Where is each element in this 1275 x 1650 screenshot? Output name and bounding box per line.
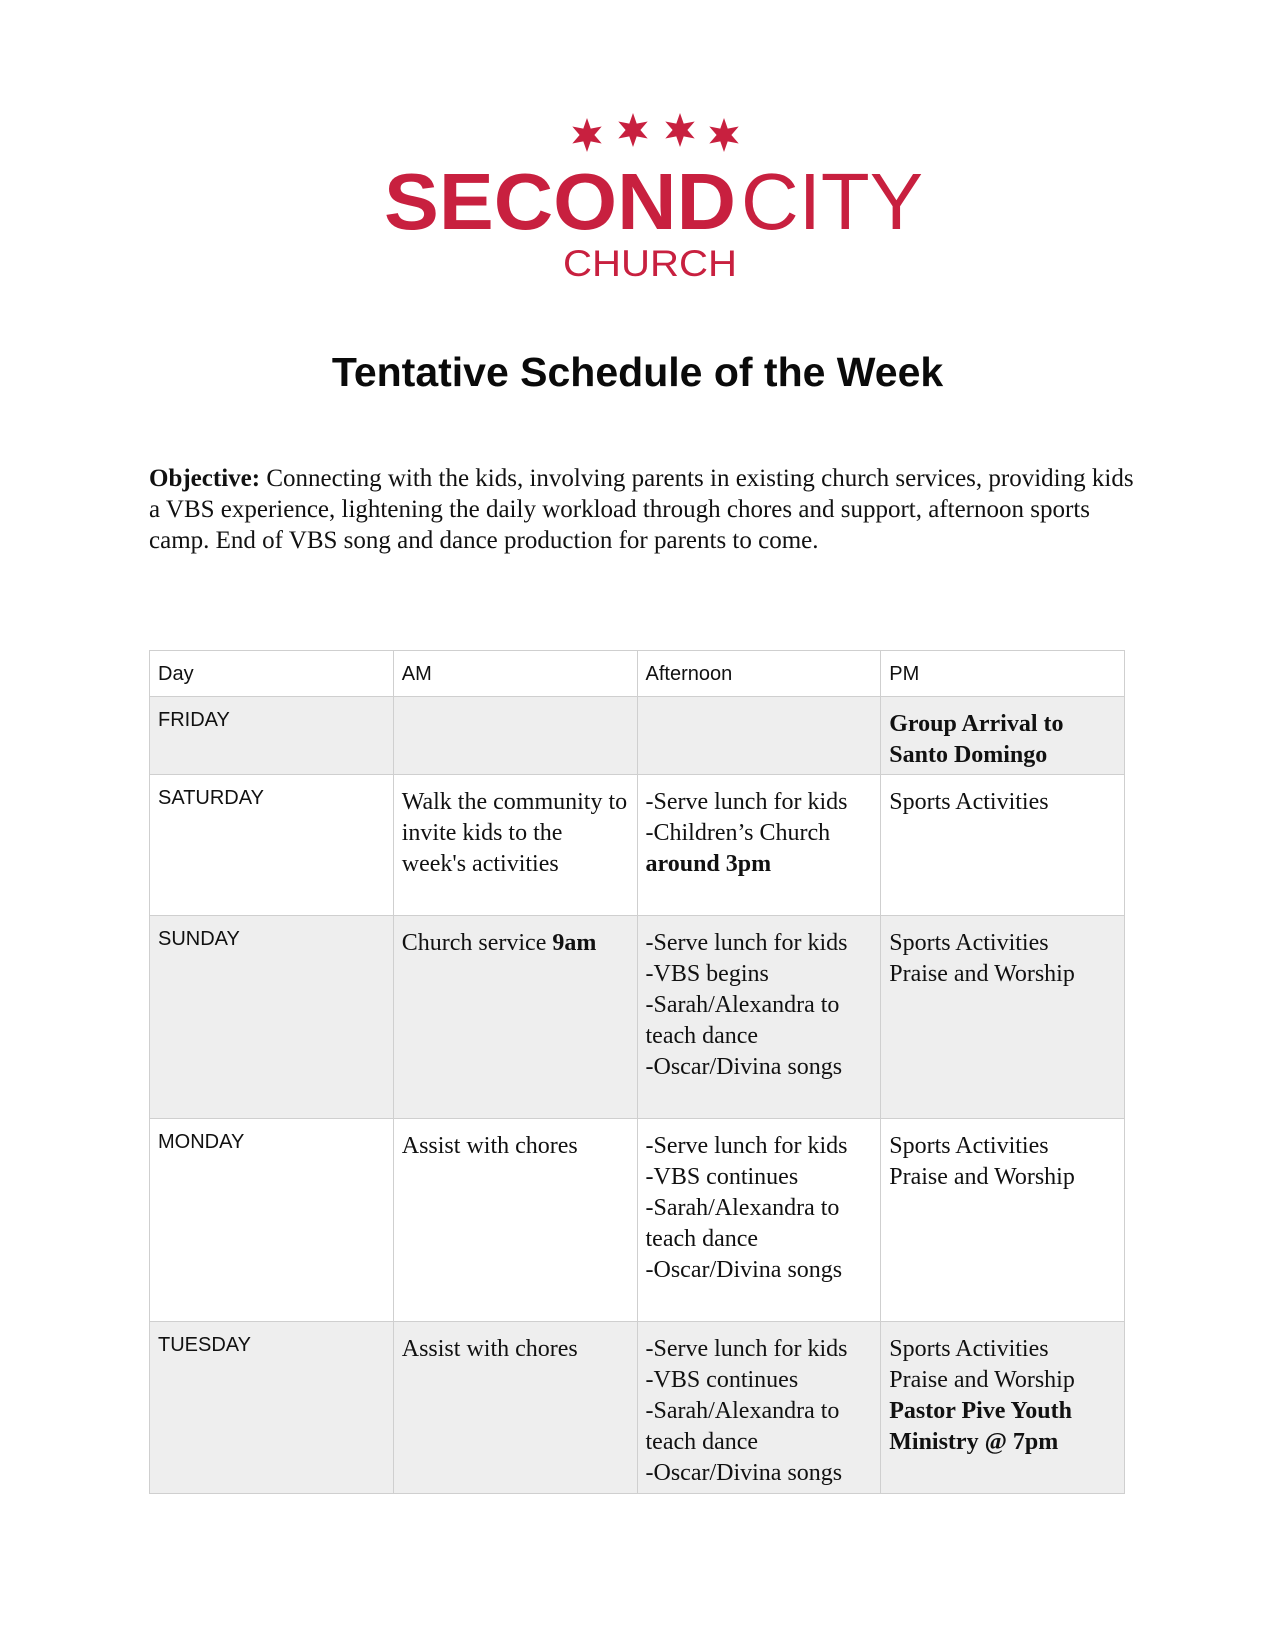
- am-line: Walk the community to invite kids to the week's activities: [401, 789, 628, 877]
- afternoon-cell: [637, 1119, 881, 1322]
- pm-line: Praise and Worship: [889, 1164, 1075, 1190]
- objective-paragraph: [149, 463, 1139, 556]
- am-cell: [393, 775, 637, 916]
- pm-line: Sports Activities: [889, 789, 1049, 815]
- table-row-saturday: [150, 775, 1125, 916]
- stars-icon: [572, 113, 738, 152]
- schedule-table: [149, 650, 1125, 1494]
- pm-line: Praise and Worship: [889, 1367, 1075, 1393]
- afternoon-line: -Oscar/Divina songs: [645, 1054, 843, 1080]
- afternoon-cell: [637, 1322, 881, 1494]
- header-day: Day: [150, 651, 394, 697]
- am-cell: [393, 916, 637, 1119]
- afternoon-line: -Sarah/Alexandra to teach dance: [645, 1195, 840, 1252]
- afternoon-line: -Oscar/Divina songs: [645, 1460, 843, 1486]
- afternoon-line: -VBS begins: [645, 961, 769, 987]
- pm-line: Group Arrival to Santo Domingo: [889, 711, 1064, 768]
- afternoon-line: -Serve lunch for kids: [645, 1133, 848, 1159]
- pm-cell: [881, 916, 1125, 1119]
- page-title: Tentative Schedule of the Week: [331, 349, 944, 395]
- afternoon-line: around 3pm: [645, 851, 772, 877]
- pm-line: Sports Activities: [889, 1336, 1049, 1362]
- table-row-monday: [150, 1119, 1125, 1322]
- afternoon-line: -Sarah/Alexandra to teach dance: [645, 992, 840, 1049]
- objective-text: Connecting with the kids, involving parents in existing church services, providing kids a VBS experience, lightening the daily workload through chores and support, afternoon sports camp. End of VBS song and dance production for parents to come.: [149, 465, 1134, 554]
- am-line: [402, 928, 629, 959]
- day-cell: SUNDAY: [150, 916, 394, 1119]
- am-line: Assist with chores: [401, 1336, 578, 1362]
- header-am: AM: [393, 651, 637, 697]
- am-cell: [393, 1119, 637, 1322]
- logo-subtitle: CHURCH: [563, 243, 737, 284]
- table-header-row: [150, 651, 1125, 697]
- pm-line: Sports Activities: [889, 1133, 1049, 1159]
- day-cell: MONDAY: [150, 1119, 394, 1322]
- afternoon-cell: [637, 697, 881, 775]
- pm-line: Pastor Pive Youth Ministry @ 7pm: [889, 1398, 1072, 1455]
- day-cell: SATURDAY: [150, 775, 394, 916]
- pm-line: Praise and Worship: [889, 961, 1075, 987]
- pm-line: Sports Activities: [889, 930, 1049, 956]
- am-line-time: 9am: [552, 930, 597, 956]
- table-row-tuesday: [150, 1322, 1125, 1494]
- logo-wordmark-light: CITY: [741, 157, 923, 246]
- afternoon-cell: [637, 916, 881, 1119]
- pm-cell: [881, 775, 1125, 916]
- afternoon-line: -Children’s Church: [645, 820, 831, 846]
- afternoon-line: -Sarah/Alexandra to teach dance: [645, 1398, 840, 1455]
- pm-cell: [881, 1322, 1125, 1494]
- afternoon-line: -VBS continues: [645, 1164, 799, 1190]
- table-row-friday: [150, 697, 1125, 775]
- am-cell: [393, 1322, 637, 1494]
- am-cell: [393, 697, 637, 775]
- am-line-text: Church service: [401, 930, 553, 956]
- afternoon-line: -Serve lunch for kids: [645, 789, 848, 815]
- am-line: Assist with chores: [401, 1133, 578, 1159]
- pm-cell: [881, 1119, 1125, 1322]
- day-cell: FRIDAY: [150, 697, 394, 775]
- church-logo: [0, 108, 1275, 288]
- afternoon-line: -Serve lunch for kids: [645, 1336, 848, 1362]
- objective-label: Objective:: [149, 465, 261, 492]
- header-afternoon: Afternoon: [637, 651, 881, 697]
- afternoon-line: -Serve lunch for kids: [645, 930, 848, 956]
- pm-cell: [881, 697, 1125, 775]
- day-cell: TUESDAY: [150, 1322, 394, 1494]
- header-pm: PM: [881, 651, 1125, 697]
- table-row-sunday: [150, 916, 1125, 1119]
- afternoon-line: -VBS continues: [645, 1367, 799, 1393]
- afternoon-cell: [637, 775, 881, 916]
- logo-wordmark-bold: SECOND: [384, 157, 736, 246]
- afternoon-line: -Oscar/Divina songs: [645, 1257, 843, 1283]
